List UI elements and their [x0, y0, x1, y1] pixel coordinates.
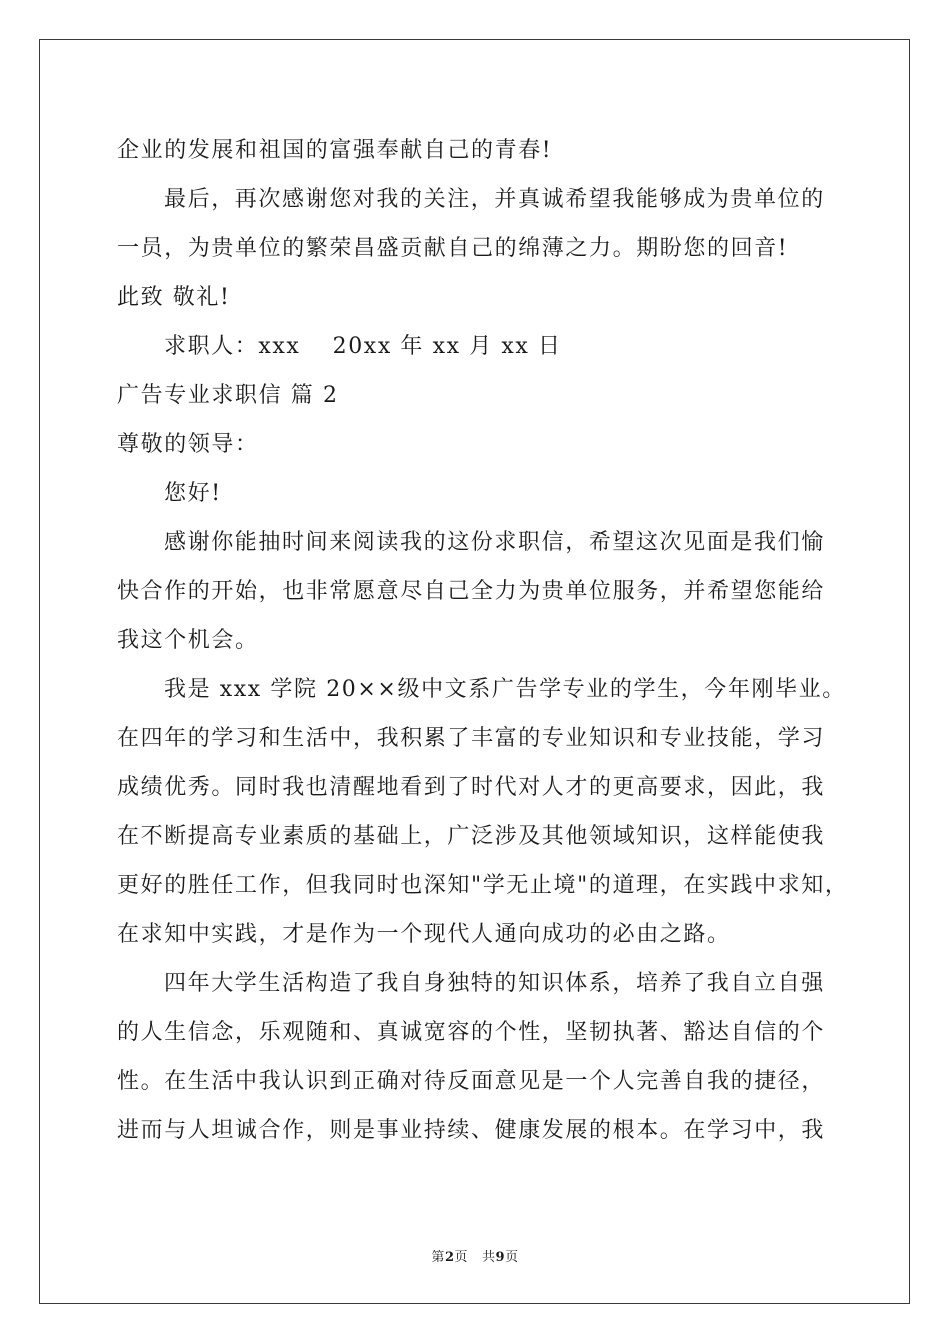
- text-line: 进而与人坦诚合作，则是事业持续、健康发展的根本。在学习中，我: [117, 1118, 826, 1143]
- text-line: 的人生信念，乐观随和、真诚宽容的个性，坚韧执著、豁达自信的个: [117, 1020, 826, 1045]
- text-line: 在四年的学习和生活中，我积累了丰富的专业知识和专业技能，学习: [117, 726, 826, 751]
- text-line: 在求知中实践，才是作为一个现代人通向成功的必由之路。: [117, 922, 731, 947]
- text-line: 我是 xxx 学院 20××级中文系广告学专业的学生，今年刚毕业。: [164, 677, 846, 702]
- section-heading: 广告专业求职信 篇 2: [117, 383, 339, 408]
- total-pages-number: 9: [495, 1250, 506, 1265]
- greeting: 您好!: [164, 481, 222, 506]
- text-line: 求职人：xxx 20xx 年 xx 月 xx 日: [164, 334, 562, 359]
- text-line: 四年大学生活构造了我自身独特的知识体系，培养了我自立自强: [164, 971, 825, 996]
- footer-page-word: 页: [454, 1250, 468, 1265]
- footer-total-prefix: 共: [482, 1250, 496, 1265]
- text-line: 在不断提高专业素质的基础上，广泛涉及其他领域知识，这样能使我: [117, 824, 826, 849]
- document-body: [117, 126, 857, 1155]
- text-line: 一员，为贵单位的繁荣昌盛贡献自己的绵薄之力。期盼您的回音!: [117, 236, 789, 261]
- text-line: 感谢你能抽时间来阅读我的这份求职信，希望这次见面是我们愉: [164, 530, 825, 555]
- text-line: 性。在生活中我认识到正确对待反面意见是一个人完善自我的捷径，: [117, 1069, 826, 1094]
- salutation: 尊敬的领导：: [117, 432, 259, 457]
- text-line: 我这个机会。: [117, 628, 259, 653]
- page-footer: [0, 1246, 950, 1265]
- text-line: 企业的发展和祖国的富强奉献自己的青春!: [117, 138, 553, 163]
- footer-total-suffix: 页: [505, 1250, 519, 1265]
- text-line: 快合作的开始，也非常愿意尽自己全力为贵单位服务，并希望您能给: [117, 579, 826, 604]
- current-page-number: 2: [444, 1250, 455, 1265]
- text-line: 最后，再次感谢您对我的关注，并真诚希望我能够成为贵单位的: [164, 187, 825, 212]
- text-line: 此致 敬礼!: [117, 285, 231, 310]
- text-line: 更好的胜任工作，但我同时也深知"学无止境"的道理，在实践中求知，: [117, 873, 849, 898]
- footer-prefix: 第: [431, 1250, 445, 1265]
- text-line: 成绩优秀。同时我也清醒地看到了时代对人才的更高要求，因此，我: [117, 775, 826, 800]
